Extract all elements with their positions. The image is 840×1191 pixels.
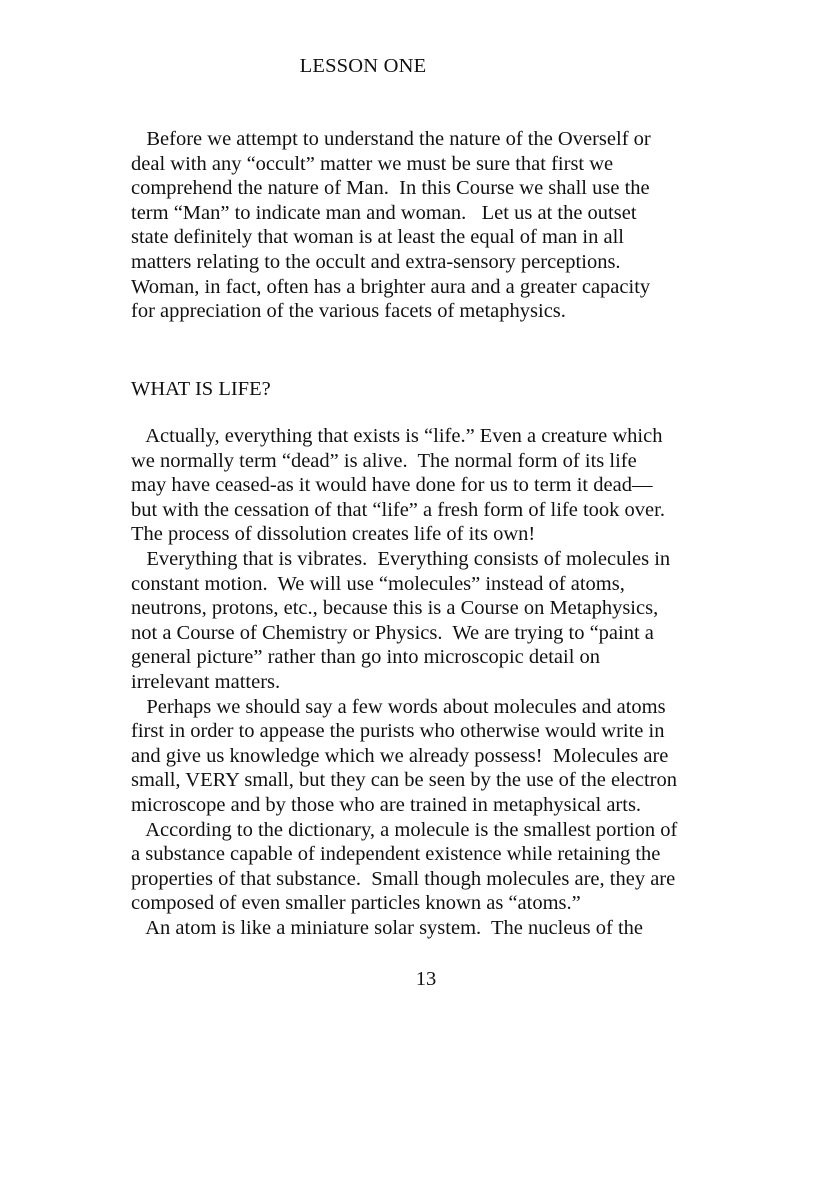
text-line: Woman, in fact, often has a brighter aura and a greater capacity — [131, 275, 651, 298]
text-line: According to the dictionary, a molecule is the smallest portion of — [131, 818, 678, 841]
text-line: state definitely that woman is at least the equal of man in all — [131, 226, 624, 249]
text-line: neutrons, protons, etc., because this is a Course on Metaphysics, — [131, 597, 659, 620]
section-body — [131, 424, 711, 940]
page-title: LESSON ONE — [299, 55, 427, 77]
text-line: irrelevant matters. — [131, 670, 281, 693]
text-line: small, VERY small, but they can be seen by the use of the electron — [131, 769, 677, 792]
text-line: Perhaps we should say a few words about molecules and atoms — [131, 695, 666, 718]
page-number: 13 — [415, 968, 437, 990]
text-line: general picture” rather than go into microscopic detail on — [131, 646, 601, 669]
text-line: for appreciation of the various facets of metaphysics. — [131, 300, 566, 323]
text-line: An atom is like a miniature solar system. The nucleus of the — [131, 916, 644, 939]
intro-paragraph — [131, 127, 711, 324]
text-line: microscope and by those who are trained in metaphysical arts. — [131, 793, 642, 816]
text-line: comprehend the nature of Man. In this Course we shall use the — [131, 177, 650, 200]
text-line: matters relating to the occult and extra-sensory perceptions. — [131, 250, 621, 273]
text-line: and give us knowledge which we already possess! Molecules are — [131, 744, 669, 767]
text-line: deal with any “occult” matter we must be sure that first we — [131, 152, 614, 175]
text-line: Actually, everything that exists is “life.” Even a creature which — [131, 425, 663, 447]
text-line: may have ceased-as it would have done for us to term it dead— — [131, 474, 653, 497]
text-line: Before we attempt to understand the nature of the Overself or — [131, 128, 651, 150]
section-heading: WHAT IS LIFE? — [131, 378, 271, 400]
text-line: The process of dissolution creates life of its own! — [131, 523, 536, 546]
text-line: composed of even smaller particles known as “atoms.” — [131, 892, 581, 915]
text-line: not a Course of Chemistry or Physics. We are trying to “paint a — [131, 621, 654, 644]
text-line: term “Man” to indicate man and woman. Let us at the outset — [131, 201, 637, 224]
text-line: we normally term “dead” is alive. The normal form of its life — [131, 449, 637, 472]
text-line: first in order to appease the purists who otherwise would write in — [131, 720, 665, 743]
text-line: Everything that is vibrates. Everything consists of molecules in — [131, 547, 671, 570]
text-line: constant motion. We will use “molecules” instead of atoms, — [131, 572, 625, 595]
text-line: but with the cessation of that “life” a fresh form of life took over. — [131, 498, 665, 521]
text-line: a substance capable of independent existence while retaining the — [131, 843, 661, 866]
text-line: properties of that substance. Small though molecules are, they are — [131, 867, 676, 890]
